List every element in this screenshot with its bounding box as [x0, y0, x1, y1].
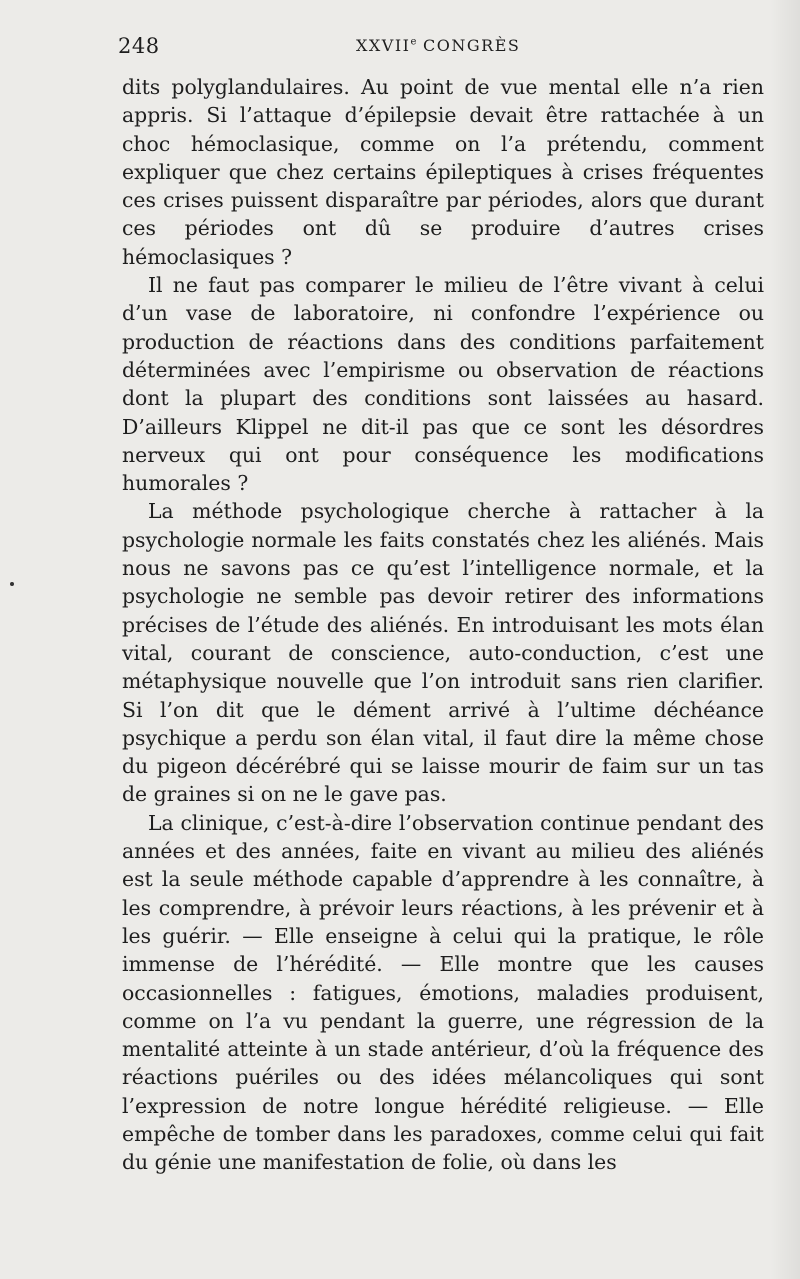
- page-number: 248: [118, 34, 160, 58]
- paragraph-clinique: La clinique, c’est-à-dire l’observation continue pendant des années et des années, faite en vivant au milieu des aliénés est la seule méthode capable d’apprendre à les connaître, à les comprendre, à prévoir leurs réactions, à les prévenir et à les guérir. — Elle enseigne à celui qui la pratique, le rôle immense de l’hérédité. — Elle montre que les causes occasionnelles : fatigues, émotions, maladies produisent, comme on l’a vu pendant la guerre, une régression de la mentalité atteinte à un stade antérieur, d’où la fréquence des réactions puériles ou des idées mélancoliques qui sont l’expression de notre longue hérédité religieuse. — Elle empêche de tomber dans les paradoxes, comme celui qui fait du génie une manifestation de folie, où dans les: [122, 810, 764, 1175]
- running-head-roman: XXVII: [356, 36, 411, 55]
- running-head-word: CONGRÈS: [423, 36, 521, 55]
- paragraph-methode-psychologique: La méthode psychologique cherche à rattacher à la psychologie normale les faits constatés chez les aliénés. Mais nous ne savons pas ce qu’est l’intelligence normale, et la psychologie ne semble pas devoir retirer des informations précises de l’étude des aliénés. En introduisant les mots élan vital, courant de conscience, auto-conduction, c’est une métaphysique nouvelle que l’on introduit sans rien clarifier. Si l’on dit que le dément arrivé à l’ultime déchéance psychique a perdu son élan vital, il faut dire la même chose du pigeon décérébré qui se laisse mourir de faim sur un tas de graines si on ne le gave pas.: [122, 499, 764, 807]
- running-head: [356, 36, 520, 55]
- paragraph-continuation: dits polyglandulaires. Au point de vue mental elle n’a rien appris. Si l’attaque d’épilepsie devait être rattachée à un choc hémoclasique, comme on l’a prétendu, comment expliquer que chez certains épileptiques à crises fréquentes ces crises puissent disparaître par périodes, alors que durant ces périodes ont dû se produire d’autres crises hémoclasiques ?: [122, 75, 764, 269]
- paragraph-milieu: Il ne faut pas comparer le milieu de l’être vivant à celui d’un vase de laboratoire, ni confondre l’expérience ou production de réactions dans des conditions parfaitement déterminées avec l’empirisme ou observation de réactions dont la plupart des conditions sont laissées au hasard. D’ailleurs Klippel ne dit-il pas que ce sont les désordres nerveux qui ont pour conséquence les modifications humorales ?: [122, 273, 764, 496]
- page-header: [118, 30, 758, 70]
- running-head-superscript: e: [410, 36, 417, 48]
- margin-speck: [10, 582, 14, 586]
- body-text: [122, 73, 764, 1177]
- page-edge-shadow: [770, 0, 800, 1279]
